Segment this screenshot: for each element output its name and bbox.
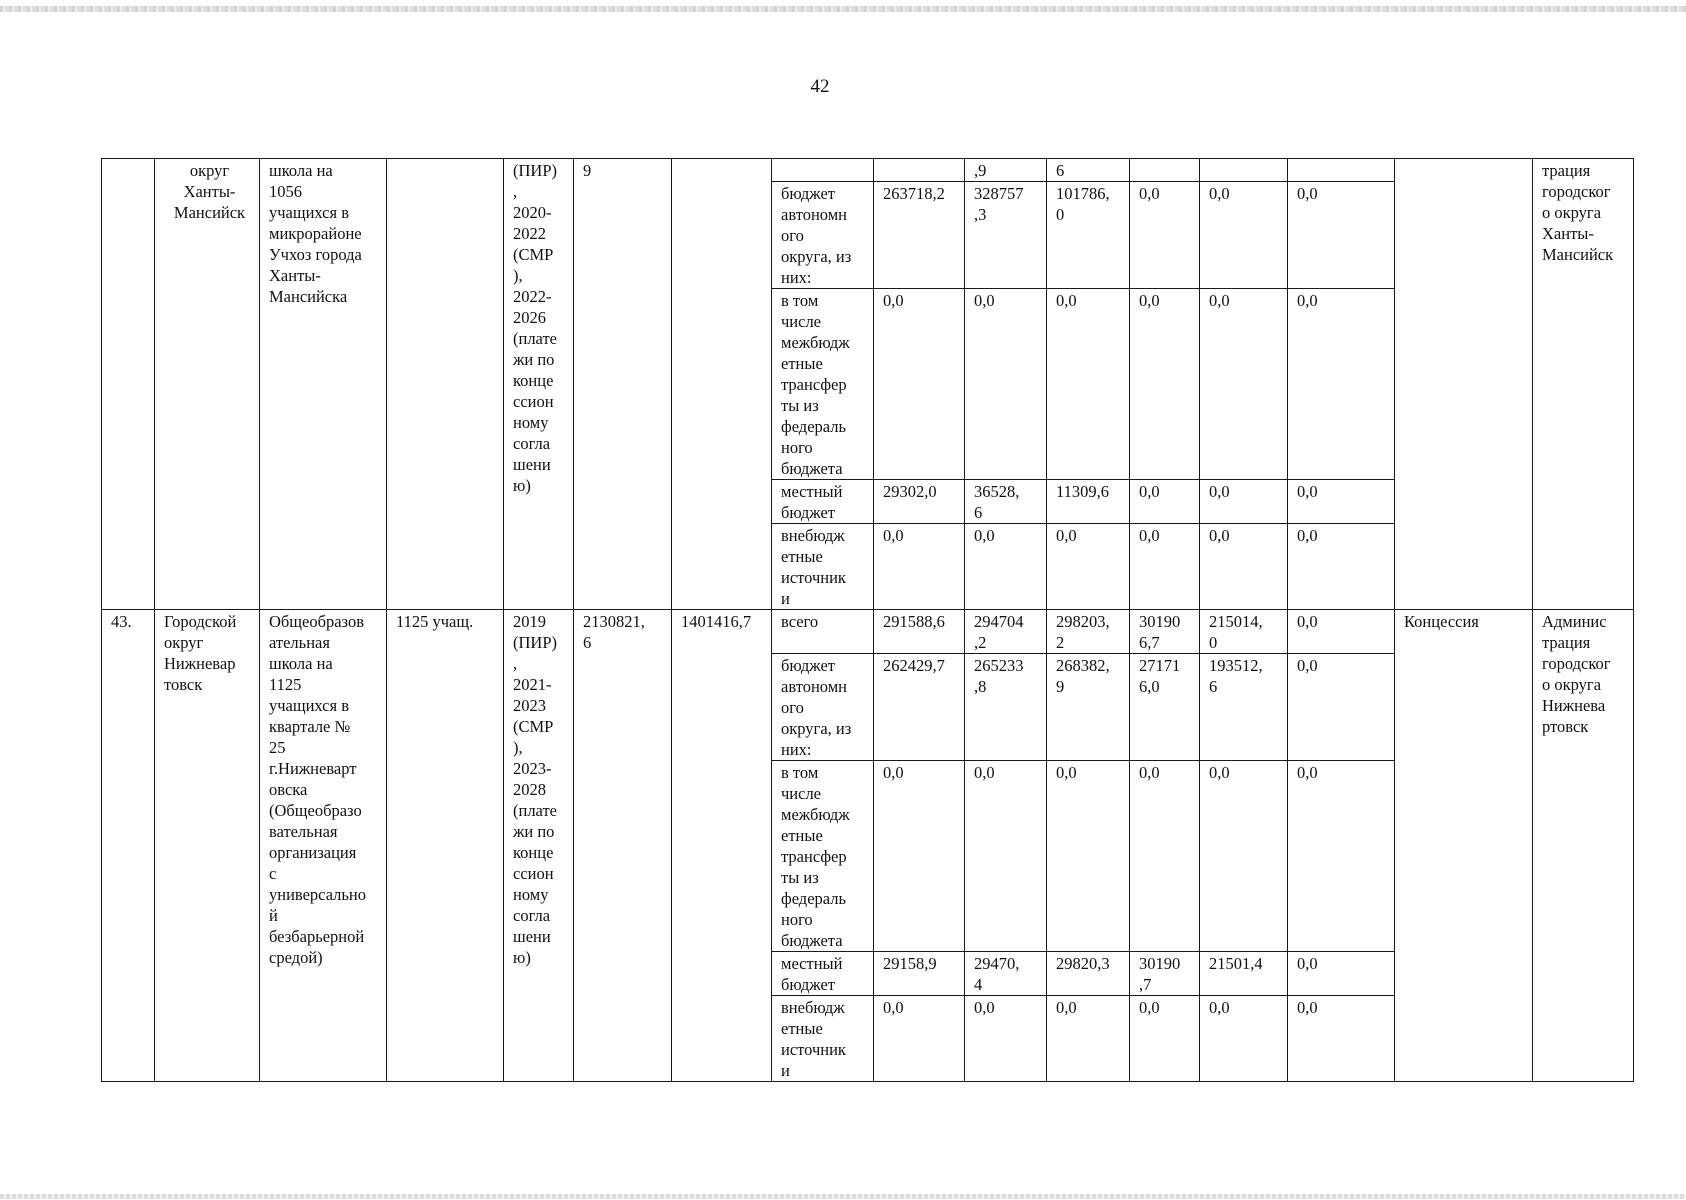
row43-source-name: бюджет автономн ого округа, из них:	[772, 654, 874, 761]
row43-source-name: всего	[772, 610, 874, 654]
row42-source-name: местный бюджет	[772, 480, 874, 524]
row42-value: 11309,6	[1047, 480, 1130, 524]
row42-district: округ Ханты- Мансийск	[155, 159, 260, 610]
row43-value: 0,0	[874, 761, 965, 952]
scan-edge-top	[0, 6, 1686, 12]
table-row	[102, 610, 1634, 654]
row43-number: 43.	[102, 610, 155, 1082]
row43-value: 291588,6	[874, 610, 965, 654]
row43-period: 2019 (ПИР) , 2021- 2023 (СМР ), 2023- 2028 (плате жи по конце ссион ному согла шени ю)	[504, 610, 574, 1082]
row43-value: 298203, 2	[1047, 610, 1130, 654]
row42-value: 0,0	[1200, 182, 1288, 289]
row43-source-name: местный бюджет	[772, 952, 874, 996]
row43-value: 0,0	[1200, 761, 1288, 952]
row42-fragment-y4	[1130, 159, 1200, 182]
row42-mechanism	[1395, 159, 1533, 610]
row43-source-name: внебюдж етные источник и	[772, 996, 874, 1082]
row43-value: 0,0	[1288, 610, 1395, 654]
row42-value: 0,0	[1200, 524, 1288, 610]
page-number: 42	[810, 76, 830, 97]
row42-capacity	[387, 159, 504, 610]
row43-value: 0,0	[965, 996, 1047, 1082]
row43-value: 30190 6,7	[1130, 610, 1200, 654]
row43-value: 0,0	[965, 761, 1047, 952]
row43-cost: 2130821, 6	[574, 610, 672, 1082]
row42-value: 0,0	[1047, 524, 1130, 610]
row42-source-name: внебюдж етные источник и	[772, 524, 874, 610]
row43-value: 262429,7	[874, 654, 965, 761]
row42-fragment-y5	[1200, 159, 1288, 182]
row43-value: 0,0	[1130, 996, 1200, 1082]
row42-value: 0,0	[874, 524, 965, 610]
row42-value: 101786, 0	[1047, 182, 1130, 289]
row42-source-fragment	[772, 159, 874, 182]
row42-value: 0,0	[1288, 480, 1395, 524]
row42-value: 328757 ,3	[965, 182, 1047, 289]
row43-remaining: 1401416,7	[672, 610, 772, 1082]
row43-value: 0,0	[1288, 761, 1395, 952]
table-row	[102, 159, 1634, 182]
row42-fragment-y1	[874, 159, 965, 182]
row42-period: (ПИР) , 2020- 2022 (СМР ), 2022- 2026 (плате жи по конце ссион ному согла шени ю)	[504, 159, 574, 610]
row42-remaining	[672, 159, 772, 610]
row42-object: школа на 1056 учащихся в микрорайоне Учхоз города Ханты- Мансийска	[260, 159, 387, 610]
row42-value: 0,0	[1130, 289, 1200, 480]
row43-value: 0,0	[1288, 654, 1395, 761]
row43-value: 0,0	[1200, 996, 1288, 1082]
row43-value: 0,0	[1047, 996, 1130, 1082]
row42-value: 263718,2	[874, 182, 965, 289]
row42-value: 0,0	[965, 289, 1047, 480]
row42-number-cell	[102, 159, 155, 610]
row42-value: 0,0	[1200, 289, 1288, 480]
row43-value: 30190 ,7	[1130, 952, 1200, 996]
row43-value: 265233 ,8	[965, 654, 1047, 761]
row43-value: 0,0	[1047, 761, 1130, 952]
row42-value: 0,0	[874, 289, 965, 480]
row43-value: 0,0	[1288, 996, 1395, 1082]
row43-value: 0,0	[1288, 952, 1395, 996]
row42-value: 0,0	[1288, 524, 1395, 610]
row42-fragment-y6	[1288, 159, 1395, 182]
row42-value: 0,0	[1288, 289, 1395, 480]
row43-capacity: 1125 учащ.	[387, 610, 504, 1082]
row43-mechanism: Концессия	[1395, 610, 1533, 1082]
row43-executor: Админис трация городског о округа Нижнева ртовск	[1533, 610, 1634, 1082]
row42-value: 0,0	[1200, 480, 1288, 524]
row42-value: 0,0	[1130, 480, 1200, 524]
row42-source-name: в том числе межбюдж етные трансфер ты из федераль ного бюджета	[772, 289, 874, 480]
row42-value: 0,0	[965, 524, 1047, 610]
row43-value: 0,0	[1130, 761, 1200, 952]
scan-edge-bottom	[0, 1194, 1686, 1199]
row42-executor: трация городског о округа Ханты- Мансийск	[1533, 159, 1634, 610]
row43-value: 193512, 6	[1200, 654, 1288, 761]
row43-value: 27171 6,0	[1130, 654, 1200, 761]
row43-value: 215014, 0	[1200, 610, 1288, 654]
row43-object: Общеобразов ательная школа на 1125 учащихся в квартале № 25 г.Нижневарт овска (Общеобразо вательная организация с универсально й безбарьерной средой)	[260, 610, 387, 1082]
row42-fragment-y2: ,9	[965, 159, 1047, 182]
row43-value: 268382, 9	[1047, 654, 1130, 761]
row42-value: 36528, 6	[965, 480, 1047, 524]
row42-value: 0,0	[1130, 182, 1200, 289]
row42-value: 29302,0	[874, 480, 965, 524]
row43-value: 0,0	[874, 996, 965, 1082]
row42-fragment-y3: 6	[1047, 159, 1130, 182]
row42-source-name: бюджет автономн ого округа, из них:	[772, 182, 874, 289]
row42-cost: 9	[574, 159, 672, 610]
row43-source-name: в том числе межбюдж етные трансфер ты из федераль ного бюджета	[772, 761, 874, 952]
row43-value: 29158,9	[874, 952, 965, 996]
row43-value: 294704 ,2	[965, 610, 1047, 654]
row43-district: Городской округ Нижневар товск	[155, 610, 260, 1082]
row42-value: 0,0	[1047, 289, 1130, 480]
row43-value: 29820,3	[1047, 952, 1130, 996]
row42-value: 0,0	[1130, 524, 1200, 610]
row43-value: 29470, 4	[965, 952, 1047, 996]
row42-value: 0,0	[1288, 182, 1395, 289]
budget-table	[101, 158, 1634, 1082]
row43-value: 21501,4	[1200, 952, 1288, 996]
